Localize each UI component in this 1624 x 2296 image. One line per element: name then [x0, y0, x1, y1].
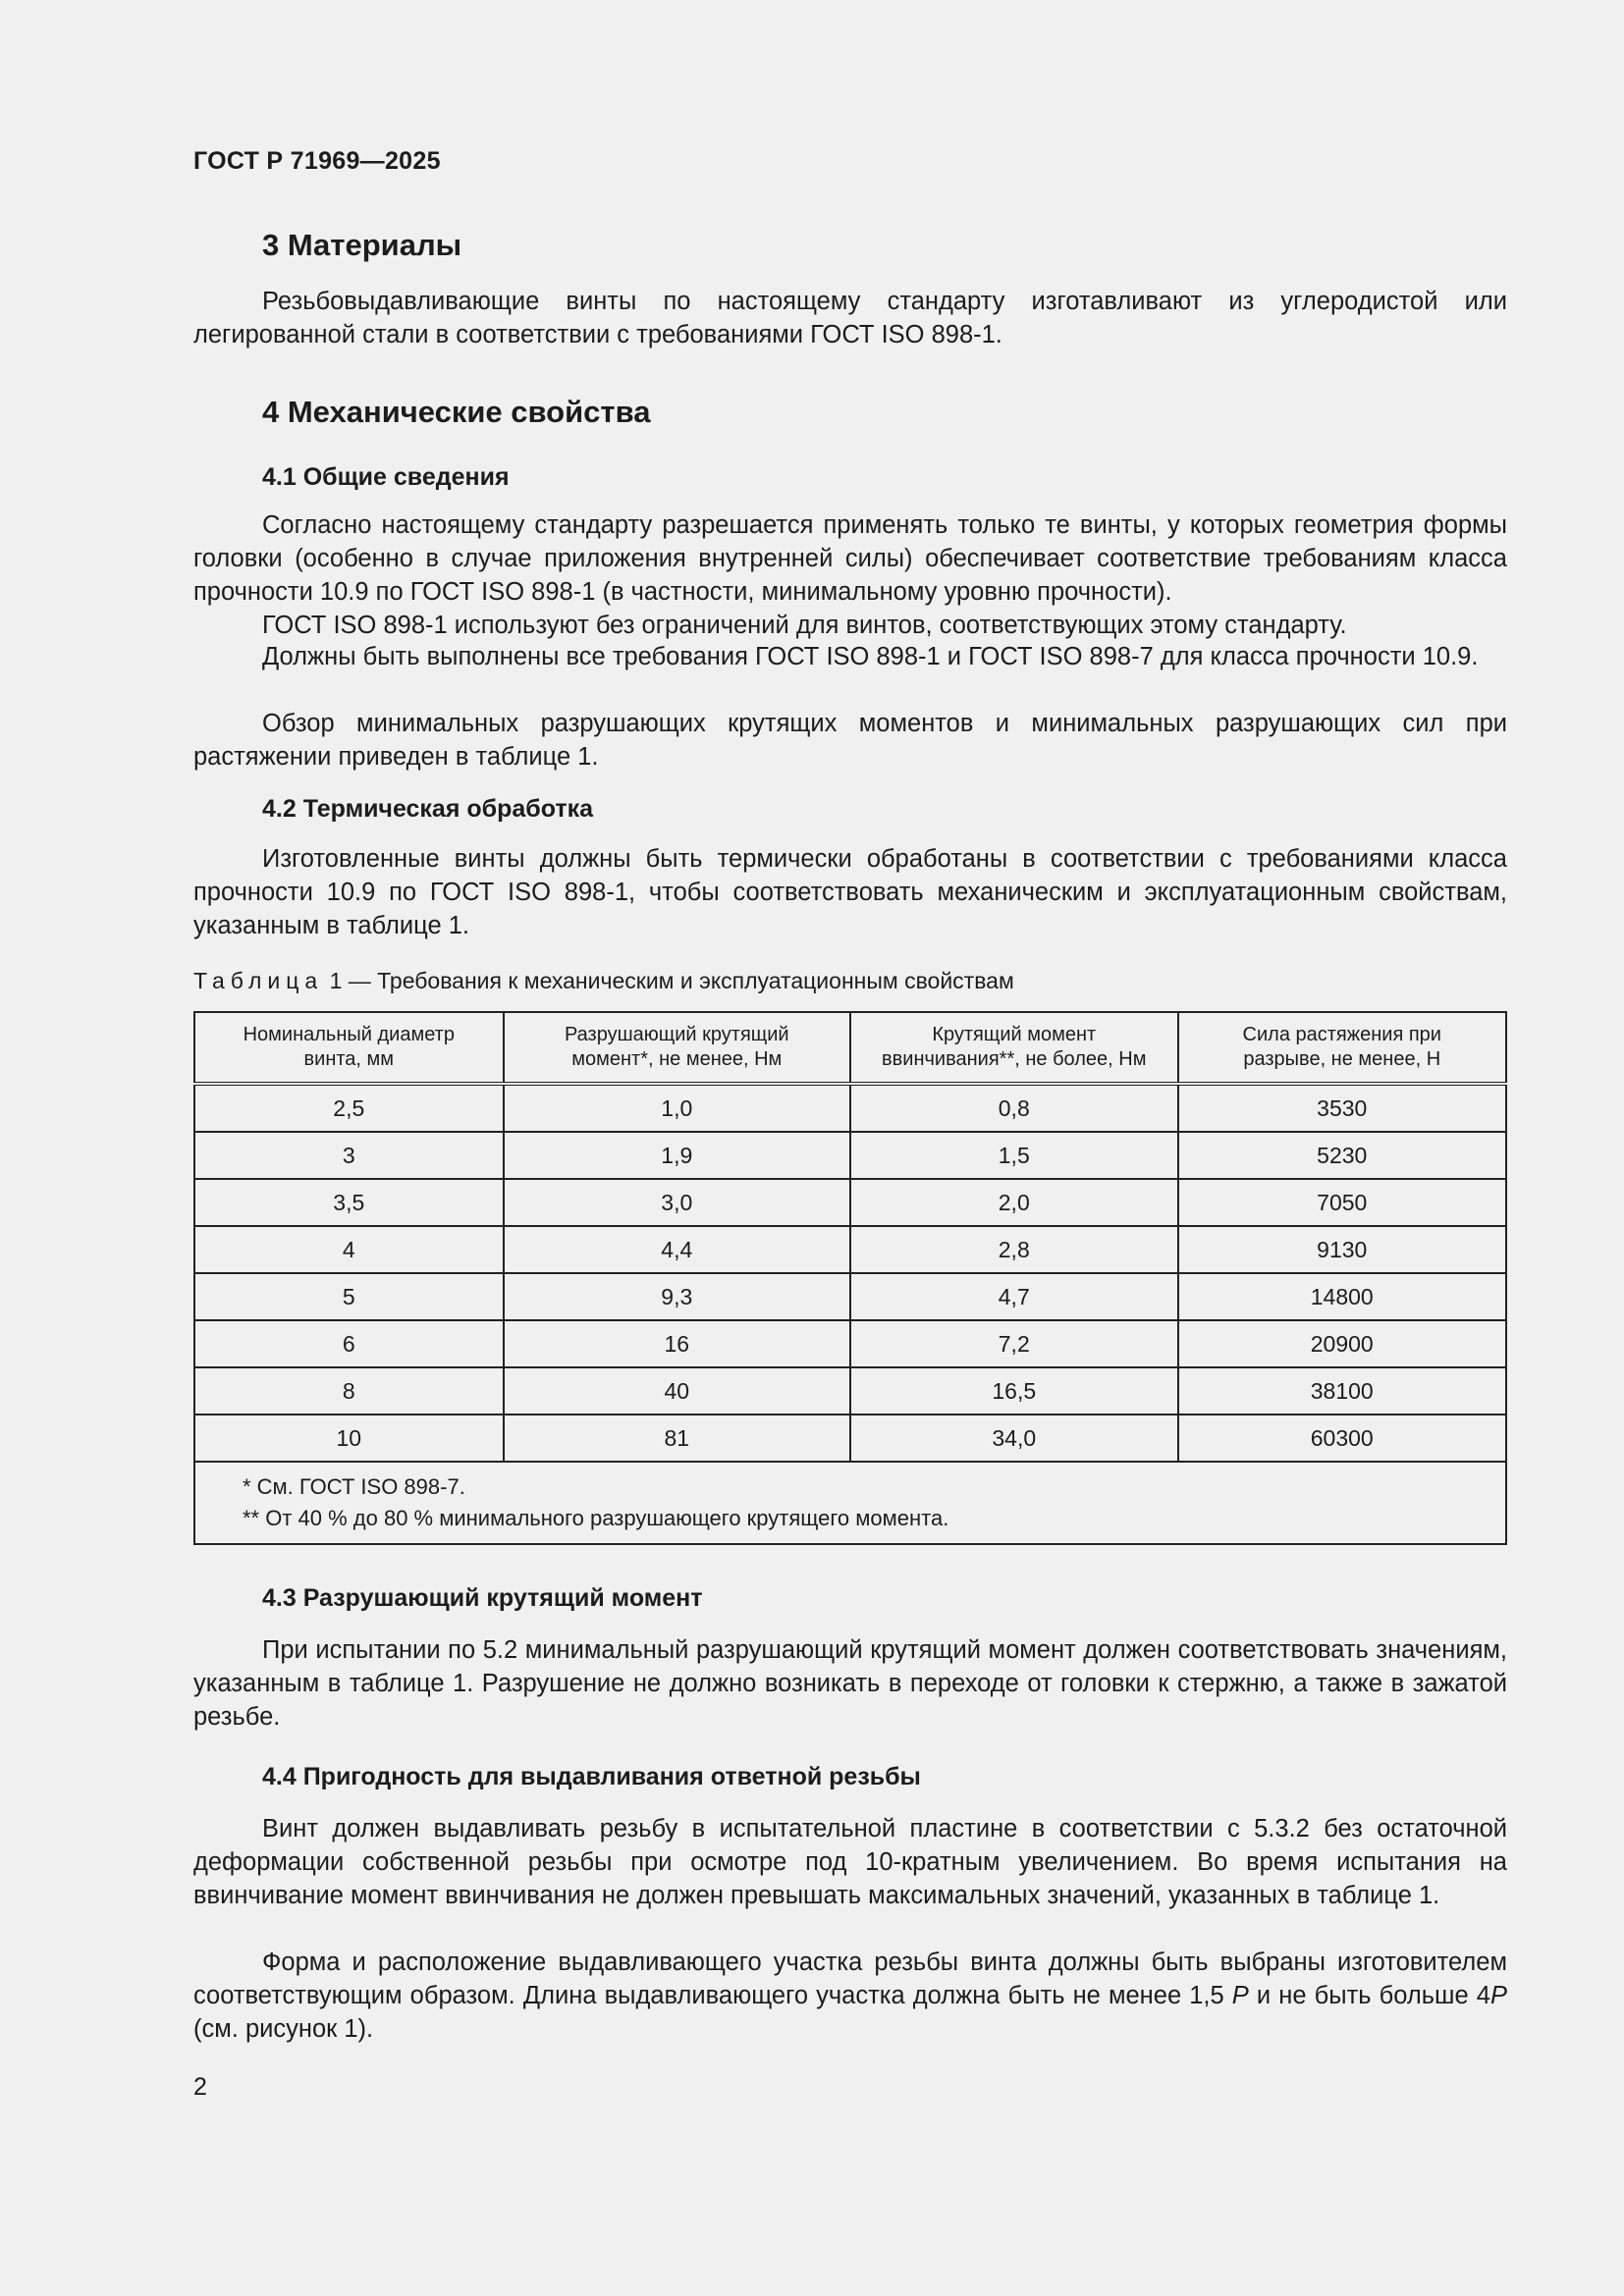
- section-3-title: 3 Материалы: [262, 228, 462, 262]
- table-row: [194, 1273, 1506, 1320]
- section-4-2-title: 4.2 Термическая обработка: [262, 795, 594, 823]
- table-cell: 7050: [1178, 1179, 1506, 1226]
- section-4-4-paragraph-1: Винт должен выдавливать резьбу в испытательной пластине в соответствии с 5.3.2 без остаточной деформации собственной резьбы при осмотре под 10-кратным увеличением. Во время испытания на ввинчивание момент ввинчивания не должен превышать максимальных значений, указанных в таблице 1.: [193, 1815, 1507, 1909]
- section-4-3-paragraph: При испытании по 5.2 минимальный разрушающий крутящий момент должен соответствовать значениям, указанным в таблице 1. Разрушение не должно возникать в переходе от головки к стержню, а также в зажатой резьбе.: [193, 1636, 1507, 1731]
- table-cell: 4,7: [850, 1273, 1178, 1320]
- table-1-caption: [193, 968, 1014, 994]
- table-row: [194, 1084, 1506, 1132]
- section-4-1-title: 4.1 Общие сведения: [262, 463, 510, 491]
- table-cell: 81: [504, 1415, 850, 1462]
- table-cell: 3,5: [194, 1179, 504, 1226]
- section-4-3-title: 4.3 Разрушающий крутящий момент: [262, 1584, 703, 1612]
- table-cell: 20900: [1178, 1320, 1506, 1367]
- table-cell: 3,0: [504, 1179, 850, 1226]
- table-cell: 7,2: [850, 1320, 1178, 1367]
- column-header-tensile-force: Сила растяжения при разрыве, не менее, Н: [1178, 1012, 1506, 1084]
- section-3-paragraph: Резьбовыдавливающие винты по настоящему стандарту изготавливают из углеродистой или легированной стали в соответствии с требованиями ГОСТ ISO 898-1.: [193, 288, 1507, 348]
- table-cell: 9130: [1178, 1226, 1506, 1273]
- table-cell: 6: [194, 1320, 504, 1367]
- table-cell: 60300: [1178, 1415, 1506, 1462]
- table-cell: 34,0: [850, 1415, 1178, 1462]
- table-row: [194, 1179, 1506, 1226]
- table-cell: 4: [194, 1226, 504, 1273]
- table-cell: 2,8: [850, 1226, 1178, 1273]
- table-cell: 9,3: [504, 1273, 850, 1320]
- section-4-4-title: 4.4 Пригодность для выдавливания ответной резьбы: [262, 1763, 921, 1790]
- table-cell: 5: [194, 1273, 504, 1320]
- table-cell: 38100: [1178, 1367, 1506, 1415]
- table-cell: 3: [194, 1132, 504, 1179]
- table-1: [193, 1011, 1507, 1545]
- table-cell: 4,4: [504, 1226, 850, 1273]
- table-cell: 1,9: [504, 1132, 850, 1179]
- table-cell: 10: [194, 1415, 504, 1462]
- section-4-1-paragraph-4: Обзор минимальных разрушающих крутящих моментов и минимальных разрушающих сил при растяжении приведен в таблице 1.: [193, 710, 1507, 771]
- table-cell: 1,0: [504, 1084, 850, 1132]
- table-caption-text: 1 — Требования к механическим и эксплуатационным свойствам: [323, 968, 1014, 993]
- footnote-1: * См. ГОСТ ISO 898-7.: [243, 1474, 465, 1499]
- column-header-driving-torque: Крутящий момент ввинчивания**, не более, Нм: [850, 1012, 1178, 1084]
- table-caption-label: Таблица: [193, 968, 324, 993]
- table-header-row: [194, 1012, 1506, 1084]
- table-row: [194, 1415, 1506, 1462]
- section-4-2-paragraph: Изготовленные винты должны быть термически обработаны в соответствии с требованиями класса прочности 10.9 по ГОСТ ISO 898-1, чтобы соответствовать механическим и эксплуатационным свойствам, указанным в таблице 1.: [193, 845, 1507, 939]
- table-cell: 5230: [1178, 1132, 1506, 1179]
- table-cell: 16,5: [850, 1367, 1178, 1415]
- document-code-header: ГОСТ Р 71969—2025: [193, 147, 441, 175]
- pitch-variable: P: [1231, 1982, 1249, 2009]
- table-row: [194, 1367, 1506, 1415]
- page-number: 2: [193, 2073, 207, 2101]
- table-cell: 0,8: [850, 1084, 1178, 1132]
- table-footnotes: [194, 1462, 1506, 1544]
- column-header-diameter: Номинальный диаметр винта, мм: [194, 1012, 504, 1084]
- section-4-1-paragraph-2: ГОСТ ISO 898-1 используют без ограничений для винтов, соответствующих этому стандарту.: [262, 612, 1347, 639]
- section-4-1-paragraph-3: Должны быть выполнены все требования ГОСТ ISO 898-1 и ГОСТ ISO 898-7 для класса прочности 10.9.: [262, 643, 1479, 670]
- table-cell: 16: [504, 1320, 850, 1367]
- pitch-variable: P: [1490, 1982, 1508, 2009]
- table-cell: 14800: [1178, 1273, 1506, 1320]
- section-4-title: 4 Механические свойства: [262, 395, 651, 429]
- table-cell: 2,5: [194, 1084, 504, 1132]
- table-cell: 8: [194, 1367, 504, 1415]
- section-4-1-paragraph-1: Согласно настоящему стандарту разрешается применять только те винты, у которых геометрия формы головки (особенно в случае приложения внутренней силы) обеспечивает соответствие требованиям класса прочности 10.9 по ГОСТ ISO 898-1 (в частности, минимальному уровню прочности).: [193, 511, 1507, 606]
- table-row: [194, 1226, 1506, 1273]
- section-4-4-paragraph-2: Форма и расположение выдавливающего участка резьбы винта должны быть выбраны изготовителем соответствующим образом. Длина выдавливающего участка должна быть не менее 1,5 P и не быть больше 4P (см. рисунок 1).: [193, 1949, 1508, 2043]
- table-cell: 40: [504, 1367, 850, 1415]
- footnote-2: ** От 40 % до 80 % минимального разрушающего крутящего момента.: [243, 1506, 949, 1530]
- table-cell: 2,0: [850, 1179, 1178, 1226]
- table-row: [194, 1320, 1506, 1367]
- table-cell: 1,5: [850, 1132, 1178, 1179]
- table-row: [194, 1132, 1506, 1179]
- table-footnotes-row: [194, 1462, 1506, 1544]
- table-cell: 3530: [1178, 1084, 1506, 1132]
- column-header-breaking-torque: Разрушающий крутящий момент*, не менее, Нм: [504, 1012, 850, 1084]
